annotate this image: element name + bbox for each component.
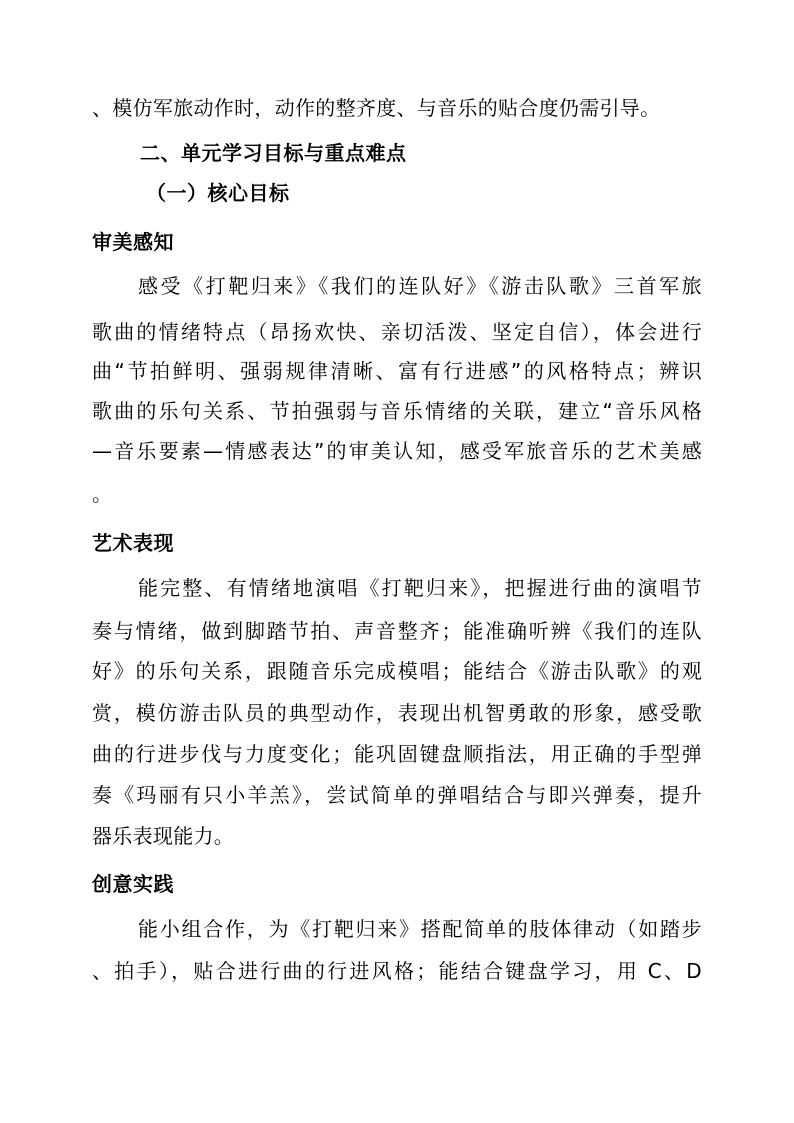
subsection-heading: （一）核心目标 — [146, 181, 290, 205]
artistic-heading: 艺术表现 — [92, 531, 174, 555]
paragraph-line: —音乐要素—情感表达”的审美认知，感受军旅音乐的艺术美感 — [92, 439, 702, 463]
paragraph-line: 赏，模仿游击队员的典型动作，表现出机智勇敢的形象，感受歌 — [92, 701, 702, 725]
paragraph-line: 能小组合作，为《打靶归来》搭配简单的肢体律动（如踏步 — [138, 917, 702, 941]
paragraph-line: 能完整、有情绪地演唱《打靶归来》，把握进行曲的演唱节 — [138, 576, 702, 600]
paragraph-line: 感受《打靶归来》《我们的连队好》《游击队歌》三首军旅 — [138, 274, 702, 298]
paragraph-line: 歌曲的乐句关系、节拍强弱与音乐情绪的关联，建立“音乐风格 — [92, 399, 702, 423]
creative-heading: 创意实践 — [92, 872, 174, 896]
aesthetic-heading: 审美感知 — [92, 230, 174, 254]
paragraph-line: 好》的乐句关系，跟随音乐完成模唱；能结合《游击队歌》的观 — [92, 659, 702, 683]
paragraph-line: 。 — [92, 482, 113, 506]
paragraph-line: 歌曲的情绪特点（昂扬欢快、亲切活泼、坚定自信），体会进行 — [92, 320, 702, 344]
paragraph-line: 奏《玛丽有只小羊羔》，尝试简单的弹唱结合与即兴弹奏，提升 — [92, 783, 702, 807]
paragraph-line: 曲“节拍鲜明、强弱规律清晰、富有行进感”的风格特点；辨识 — [92, 359, 702, 383]
paragraph-line: 、拍手），贴合进行曲的行进风格；能结合键盘学习，用 C、D — [92, 959, 702, 983]
intro-line: 、模仿军旅动作时，动作的整齐度、与音乐的贴合度仍需引导。 — [92, 96, 661, 120]
section-heading: 二、单元学习目标与重点难点 — [140, 141, 407, 165]
paragraph-line: 曲的行进步伐与力度变化；能巩固键盘顺指法，用正确的手型弹 — [92, 742, 702, 766]
paragraph-line: 奏与情绪，做到脚踏节拍、声音整齐；能准确听辨《我们的连队 — [92, 619, 702, 643]
paragraph-line: 器乐表现能力。 — [92, 824, 235, 848]
